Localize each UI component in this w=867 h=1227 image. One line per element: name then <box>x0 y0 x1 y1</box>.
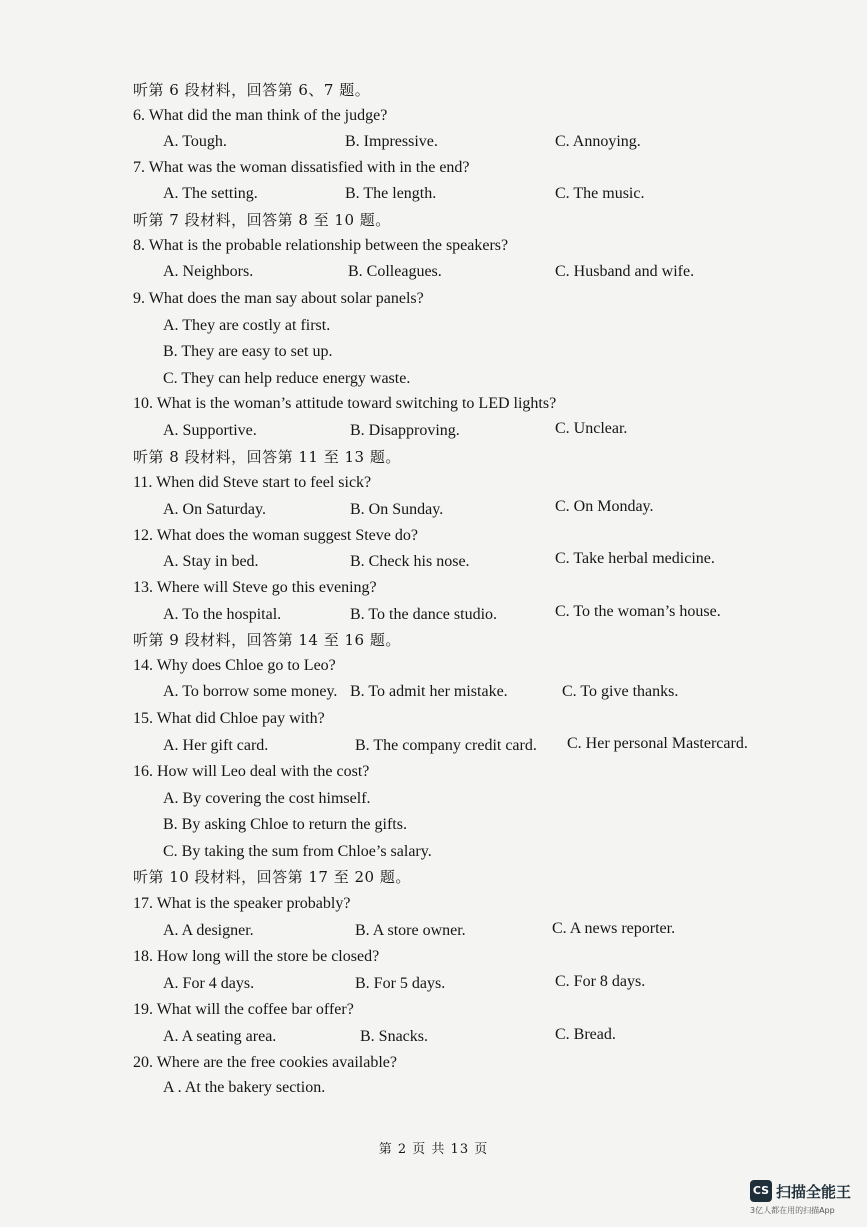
q19-option-a: A. A seating area. <box>163 1028 277 1045</box>
q6-option-a: A. Tough. <box>163 133 227 150</box>
section-heading-9: 听第 9 段材料，回答第 14 至 16 题。 <box>133 631 401 649</box>
q10-option-c: C. Unclear. <box>555 420 628 437</box>
q19-option-c: C. Bread. <box>555 1026 616 1043</box>
question-11-stem: 11. When did Steve start to feel sick? <box>133 474 372 491</box>
q11-option-a: A. On Saturday. <box>163 501 266 518</box>
watermark-tagline: 3亿人都在用的扫描App <box>750 1206 835 1215</box>
q17-option-a: A. A designer. <box>163 922 254 939</box>
section-heading-8: 听第 8 段材料，回答第 11 至 13 题。 <box>133 448 401 466</box>
page-footer: 第 2 页 共 13 页 <box>378 1142 489 1157</box>
q12-option-b: B. Check his nose. <box>350 553 470 570</box>
q17-option-c: C. A news reporter. <box>552 920 676 937</box>
question-15-stem: 15. What did Chloe pay with? <box>133 710 325 727</box>
q15-option-a: A. Her gift card. <box>163 737 269 754</box>
q10-option-b: B. Disapproving. <box>350 422 460 439</box>
q8-option-c: C. Husband and wife. <box>555 263 695 280</box>
q8-option-a: A. Neighbors. <box>163 263 254 280</box>
q7-option-a: A. The setting. <box>163 185 258 202</box>
q16-option-c: C. By taking the sum from Chloe’s salary. <box>163 843 432 860</box>
question-16-stem: 16. How will Leo deal with the cost? <box>133 763 370 780</box>
q16-option-a: A. By covering the cost himself. <box>163 790 371 807</box>
q13-option-c: C. To the woman’s house. <box>555 603 721 620</box>
q9-option-c: C. They can help reduce energy waste. <box>163 370 411 387</box>
question-17-stem: 17. What is the speaker probably? <box>133 895 351 912</box>
q12-option-a: A. Stay in bed. <box>163 553 259 570</box>
q7-option-c: C. The music. <box>555 185 645 202</box>
question-19-stem: 19. What will the coffee bar offer? <box>133 1001 354 1018</box>
scanner-watermark <box>750 1180 855 1220</box>
question-6-stem: 6. What did the man think of the judge? <box>133 107 388 124</box>
question-13-stem: 13. Where will Steve go this evening? <box>133 579 377 596</box>
q17-option-b: B. A store owner. <box>355 922 466 939</box>
q20-option-a: A . At the bakery section. <box>163 1079 326 1096</box>
q14-option-c: C. To give thanks. <box>562 683 679 700</box>
q12-option-c: C. Take herbal medicine. <box>555 550 715 567</box>
q13-option-b: B. To the dance studio. <box>350 606 498 623</box>
q18-option-c: C. For 8 days. <box>555 973 646 990</box>
camscanner-logo-icon: CS <box>750 1180 772 1202</box>
q11-option-c: C. On Monday. <box>555 498 654 515</box>
q6-option-c: C. Annoying. <box>555 133 641 150</box>
question-20-stem: 20. Where are the free cookies available? <box>133 1054 397 1071</box>
q8-option-b: B. Colleagues. <box>348 263 442 280</box>
q14-option-b: B. To admit her mistake. <box>350 683 508 700</box>
q18-option-a: A. For 4 days. <box>163 975 255 992</box>
q18-option-b: B. For 5 days. <box>355 975 446 992</box>
section-heading-6: 听第 6 段材料，回答第 6、7 题。 <box>133 81 371 99</box>
q13-option-a: A. To the hospital. <box>163 606 282 623</box>
question-14-stem: 14. Why does Chloe go to Leo? <box>133 657 336 674</box>
q7-option-b: B. The length. <box>345 185 437 202</box>
q15-option-b: B. The company credit card. <box>355 737 537 754</box>
question-8-stem: 8. What is the probable relationship between the speakers? <box>133 237 509 254</box>
question-12-stem: 12. What does the woman suggest Steve do? <box>133 527 418 544</box>
q19-option-b: B. Snacks. <box>360 1028 428 1045</box>
question-7-stem: 7. What was the woman dissatisfied with in the end? <box>133 159 470 176</box>
q11-option-b: B. On Sunday. <box>350 501 444 518</box>
question-18-stem: 18. How long will the store be closed? <box>133 948 380 965</box>
watermark-brand: 扫描全能王 <box>776 1183 852 1201</box>
question-9-stem: 9. What does the man say about solar panels? <box>133 290 424 307</box>
q15-option-c: C. Her personal Mastercard. <box>567 735 748 752</box>
q14-option-a: A. To borrow some money. <box>163 683 338 700</box>
q10-option-a: A. Supportive. <box>163 422 257 439</box>
section-heading-10: 听第 10 段材料，回答第 17 至 20 题。 <box>133 868 411 886</box>
q9-option-a: A. They are costly at first. <box>163 317 331 334</box>
q9-option-b: B. They are easy to set up. <box>163 343 333 360</box>
q6-option-b: B. Impressive. <box>345 133 438 150</box>
q16-option-b: B. By asking Chloe to return the gifts. <box>163 816 407 833</box>
section-heading-7: 听第 7 段材料，回答第 8 至 10 题。 <box>133 211 391 229</box>
question-10-stem: 10. What is the woman’s attitude toward switching to LED lights? <box>133 395 557 412</box>
